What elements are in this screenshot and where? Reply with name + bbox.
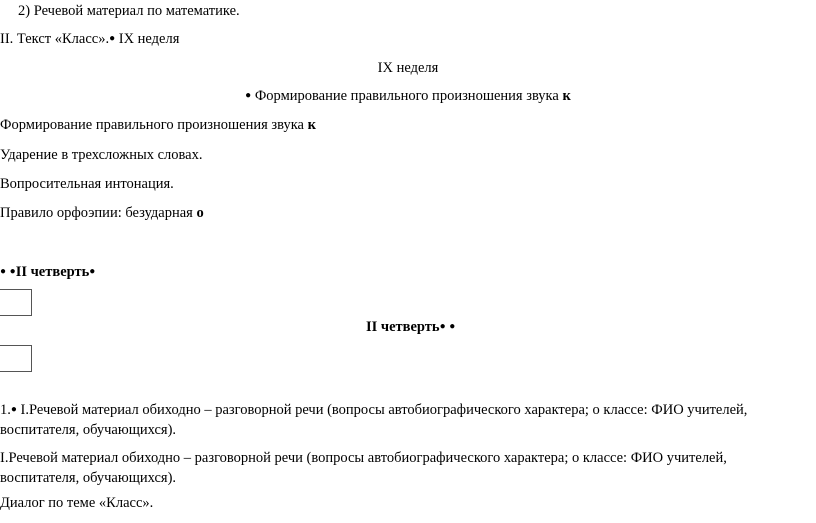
- speech-material-paragraph-numbered: [0, 400, 790, 440]
- speech-material-paragraph: I.Речевой материал обиходно – разговорной речи (вопросы автобиографического характера; о классе: ФИО учителей, воспитателя, обучающихся).: [0, 450, 727, 486]
- sound-letter: к: [307, 117, 316, 133]
- quarter-label: II четверть: [366, 319, 440, 335]
- bullet-icon: ●: [10, 404, 17, 415]
- vowel-letter: о: [196, 205, 204, 221]
- empty-box: [0, 345, 32, 372]
- dialog-item: Диалог по теме «Класс».: [0, 495, 154, 511]
- empty-box: [0, 289, 32, 316]
- week-heading: IX неделя: [377, 60, 439, 76]
- quarter-heading-left: [0, 263, 95, 281]
- intonation-item: Вопросительная интонация.: [0, 176, 174, 192]
- bullet-icon: ●: [89, 266, 96, 277]
- bullet-icon: ●: [439, 321, 446, 332]
- text-class-label: II. Текст «Класс».: [0, 31, 110, 47]
- bullet-icon: ●: [245, 90, 252, 101]
- speech-material-text: I.Речевой материал обиходно – разговорной речи (вопросы автобиографического характера; о классе: ФИО учителей, воспитателя, обучающихся).: [0, 402, 748, 438]
- bullet-icon: ●: [449, 321, 456, 332]
- heading-math-speech-material: 2) Речевой материал по математике.: [18, 3, 240, 19]
- pronunciation-heading-centered: [0, 87, 816, 105]
- quarter-heading-centered: [366, 318, 455, 336]
- pronunciation-text: Формирование правильного произношения звука: [0, 117, 308, 133]
- bullet-icon: ●: [109, 33, 116, 44]
- bullet-icon: ●: [9, 266, 16, 277]
- orthoepy-text: Правило орфоэпии: безударная: [0, 205, 197, 221]
- quarter-label: II четверть: [15, 264, 90, 280]
- pronunciation-text: Формирование правильного произношения звука: [251, 88, 563, 104]
- pronunciation-item: [0, 116, 316, 134]
- orthoepy-item: [0, 204, 204, 222]
- sound-letter: к: [562, 88, 571, 104]
- item-number: 1.: [0, 402, 11, 418]
- heading-text-class: [0, 30, 179, 48]
- stress-item: Ударение в трехсложных словах.: [0, 147, 203, 163]
- bullet-icon: ●: [0, 266, 7, 277]
- week-label: IX неделя: [115, 31, 180, 47]
